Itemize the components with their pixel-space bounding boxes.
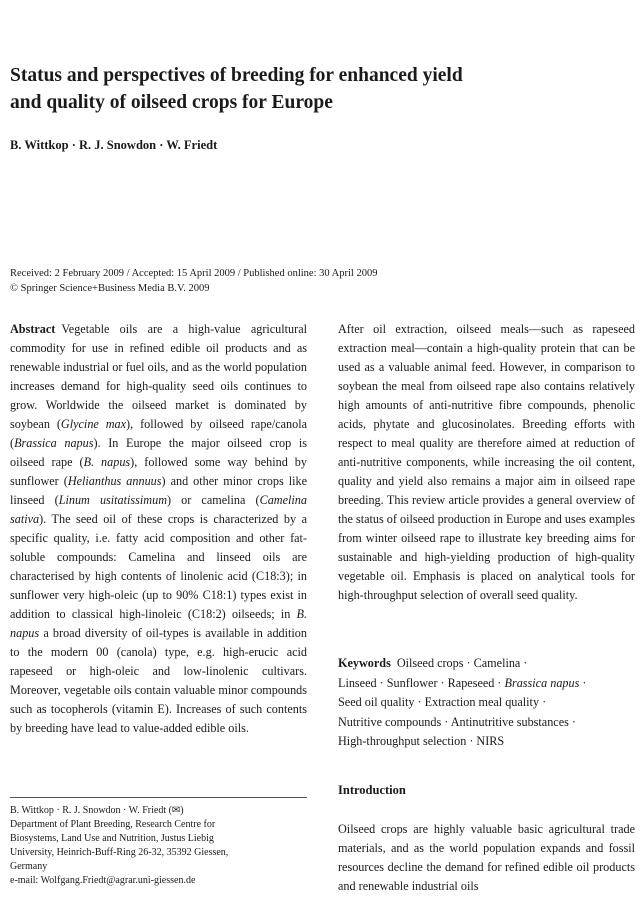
footnote-divider [10,797,307,798]
introduction-heading: Introduction [338,783,406,797]
footnote-email[interactable]: e-mail: Wolfgang.Friedt@agrar.uni-giessen.de [10,875,196,886]
keywords-line-3: Seed oil quality · Extraction meal quality · [338,695,547,709]
footnote-country: Germany [10,861,48,872]
footnote-department: Department of Plant Breeding, Research Centre for [10,819,216,830]
abstract-label: Abstract [10,322,56,336]
footnote-institute: Biosystems, Land Use and Nutrition, Justus Liebig [10,833,214,844]
author-list: B. Wittkop · R. J. Snowdon · W. Friedt [10,138,218,152]
keywords-line-4: Nutritive compounds · Antinutritive substances · [338,714,576,729]
abstract-right-column: After oil extraction, oilseed meals—such as rapeseed extraction meal—contain a high-quality protein that can be used as a valuable animal feed. However, in comparison to soybean the meal from oilseed rape also contains relatively high amounts of anti-nutritive fibre compounds, phenolic acids, phytate and glucosinolates. Breeding efforts with respect to meal quality are therefore aimed at reduction of anti-nutritive components, while increasing the oil content, quality and yield also remains a major aim in oilseed rape breeding. This review article provides a general overview of the status of oilseed production in Europe and uses examples from winter oilseed rape to illustrate key breeding aims for sustainable and high-yielding production of high-quality vegetable oil. Emphasis is placed on analytical tools for high-throughput selection of overall seed quality. [338,322,635,602]
title-line-2: and quality of oilseed crops for Europe [10,92,333,113]
keywords-block [338,654,635,752]
abstract-left-column [10,320,307,738]
abstract-text: Vegetable oils are a high-value agricultural commodity for use in refined edible oil products and as renewable industrial or fuel oils, and as the world population increases demand for high-quality seed oils continues to grow. Worldwide the oilseed market is dominated by soybean (Glycine max), followed by oilseed rape/canola (Brassica napus). In Europe the major oilseed crop is oilseed rape (B. napus), followed some way behind by sunflower (Helianthus annuus) and other minor crops like linseed (Linum usitatissimum) or camelina (Camelina sativa). The seed oil of these crops is characterized by a specific quality, i.e. fatty acid composition and other fat-soluble compounds: Camelina and linseed oils are characterised by high contents of linolenic acid (C18:3); in sunflower very high-oleic (up to 90% C18:1) types exist in addition to classical high-linoleic (C18:2) oilseeds; in B. napus a broad diversity of oil-types is available in addition to the modern 00 (canola) type, e.g. high-erucic acid rapeseed or high-oleic and low-linolenic cultivars. Moreover, vegetable oils contain valuable minor compounds such as tocopherols (vitamin E). Increases of such contents by breeding have lead to value-added edible oils. [10,322,308,735]
introduction-text: Oilseed crops are highly valuable basic agricultural trade materials, and as the world population expands and fossil resources decline the demand for refined edible oil products and renewable industrial oils [338,822,635,893]
keywords-line-2: Linseed · Sunflower · Rapeseed · Brassica napus · [338,675,587,690]
keywords-label: Keywords [338,656,391,670]
publication-dates [10,266,377,296]
paper-title [10,62,570,116]
received-accepted-dates: Received: 2 February 2009 / Accepted: 15 April 2009 / Published online: 30 April 2009 [10,268,378,279]
footnote-address: University, Heinrich-Buff-Ring 26-32, 35392 Giessen, [10,847,229,858]
footnote-authors: B. Wittkop · R. J. Snowdon · W. Friedt (✉) [10,805,184,816]
author-affiliation-footnote [10,804,310,888]
keywords-line-1: Oilseed crops · Camelina · [396,656,528,670]
copyright-notice: © Springer Science+Business Media B.V. 2009 [10,283,210,294]
title-line-1: Status and perspectives of breeding for enhanced yield [10,65,463,86]
keywords-line-5: High-throughput selection · NIRS [338,734,505,748]
